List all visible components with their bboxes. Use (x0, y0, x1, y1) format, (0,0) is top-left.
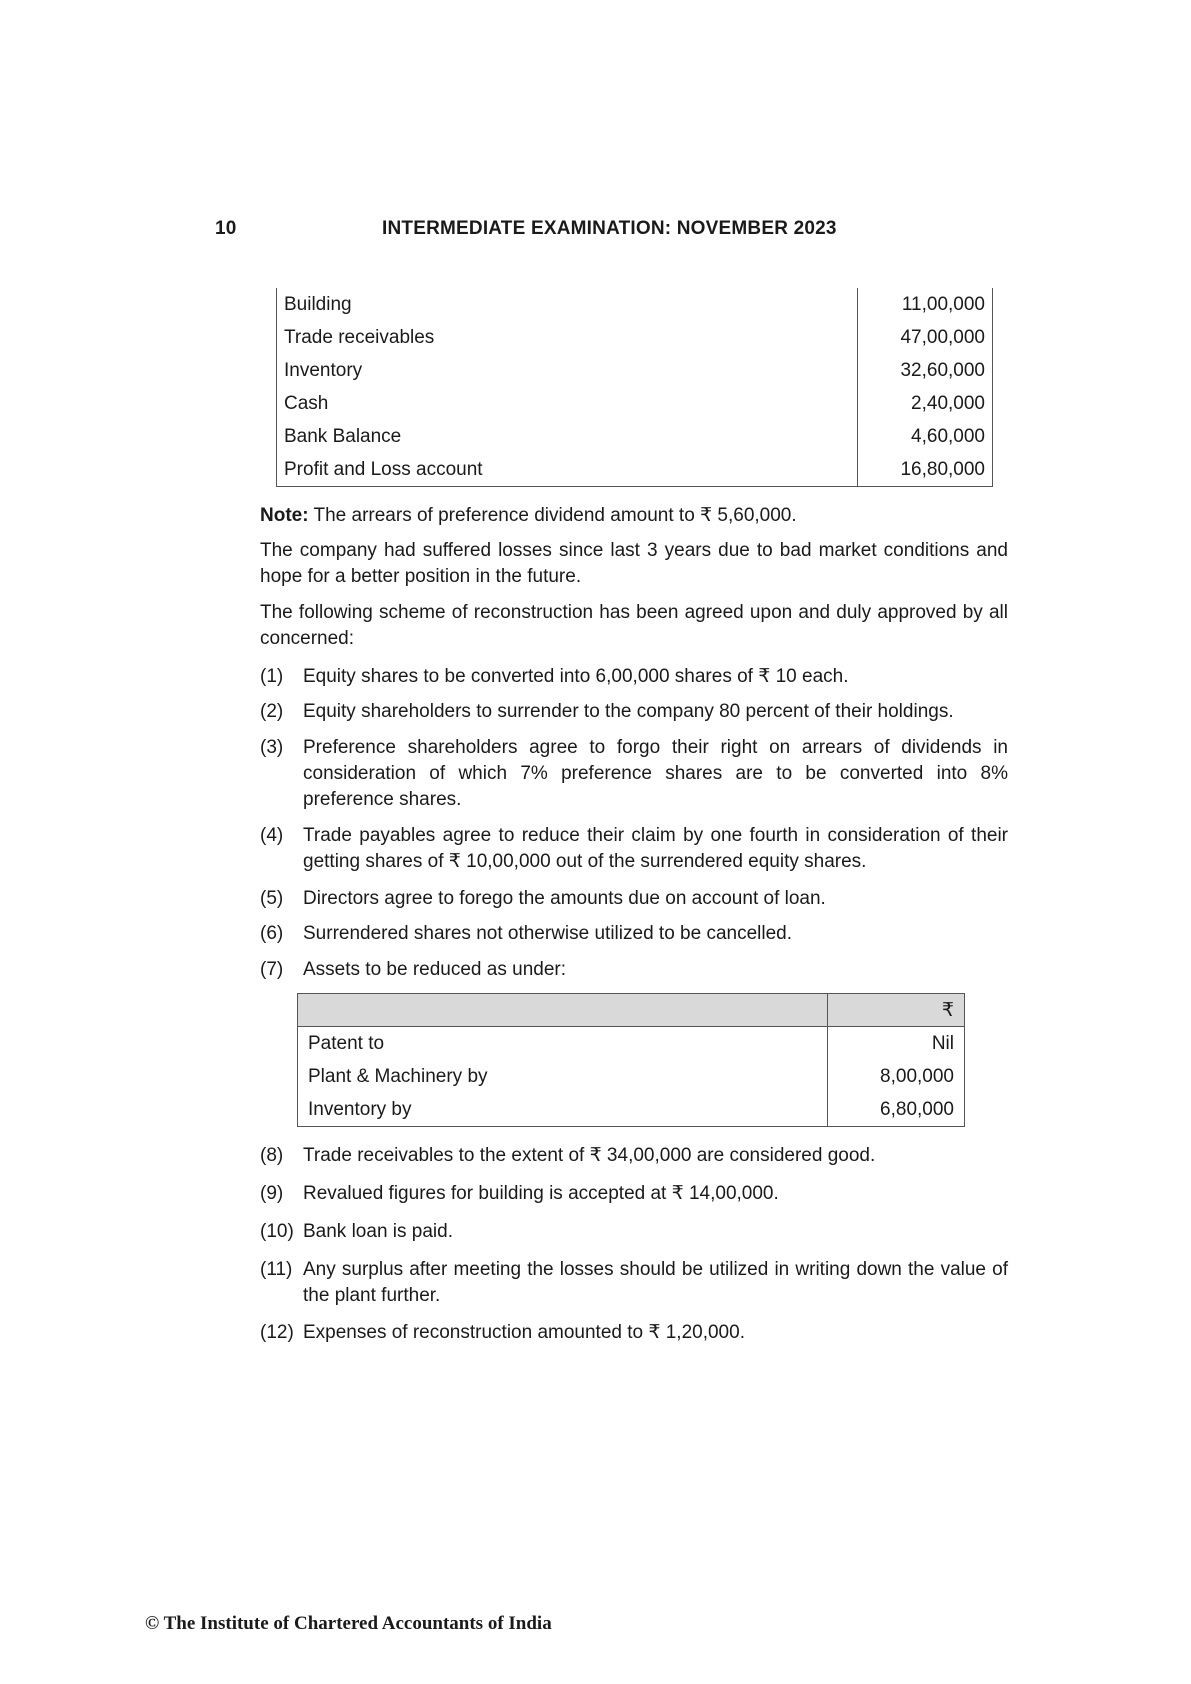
table-row (277, 420, 993, 453)
list-item-text: Bank loan is paid. (303, 1221, 453, 1242)
balance-item-amount: 32,60,000 (858, 354, 993, 387)
page-number: 10 (215, 218, 237, 239)
list-item-text: Assets to be reduced as under: (303, 959, 566, 980)
asset-label: Patent to (298, 1027, 828, 1061)
asset-label: Inventory by (298, 1093, 828, 1127)
list-item (260, 921, 1008, 947)
list-item-text: Surrendered shares not otherwise utilized to be cancelled. (303, 923, 793, 944)
list-item-number: (1) (260, 666, 284, 687)
intro-paragraph: The company had suffered losses since last 3 years due to bad market conditions and hope for a better position in the future. (260, 540, 1008, 587)
balance-item-amount: 11,00,000 (858, 288, 993, 321)
list-item (260, 823, 1008, 875)
asset-label: Plant & Machinery by (298, 1060, 828, 1093)
balance-item-label: Trade receivables (277, 321, 858, 354)
list-item-text: Equity shareholders to surrender to the company 80 percent of their holdings. (303, 701, 954, 722)
note-label: Note: (260, 505, 309, 526)
table-row (277, 288, 993, 321)
balance-sheet-continuation-table (276, 288, 993, 487)
list-item (260, 886, 1008, 912)
balance-item-amount: 16,80,000 (858, 453, 993, 487)
list-item-text: Trade receivables to the extent of ₹ 34,00,000 are considered good. (303, 1145, 876, 1166)
balance-item-label: Cash (277, 387, 858, 420)
list-item (260, 1219, 1008, 1245)
list-item-number: (5) (260, 888, 284, 909)
page-header (0, 218, 1191, 248)
list-item-text: Equity shares to be converted into 6,00,000 shares of ₹ 10 each. (303, 666, 849, 687)
scheme-intro-paragraph: The following scheme of reconstruction has been agreed upon and duly approved by all concerned: (260, 602, 1008, 649)
list-item (260, 1181, 1008, 1207)
table-row (277, 354, 993, 387)
list-item-number: (12) (260, 1322, 294, 1343)
list-item-number: (6) (260, 923, 284, 944)
asset-value: Nil (828, 1027, 965, 1061)
copyright-footer: © The Institute of Chartered Accountants of India (145, 1613, 552, 1634)
table-header-row (298, 994, 965, 1027)
note-paragraph (260, 503, 1008, 529)
list-item (260, 1257, 1008, 1309)
asset-value: 6,80,000 (828, 1093, 965, 1127)
table-row (298, 1060, 965, 1093)
list-item (260, 957, 1008, 983)
balance-item-amount: 2,40,000 (858, 387, 993, 420)
balance-item-amount: 4,60,000 (858, 420, 993, 453)
list-item (260, 735, 1008, 813)
currency-header: ₹ (828, 994, 965, 1027)
table-row (277, 321, 993, 354)
list-item-number: (9) (260, 1183, 284, 1204)
balance-item-label: Profit and Loss account (277, 453, 858, 487)
asset-reduction-table (297, 993, 965, 1127)
exam-title: INTERMEDIATE EXAMINATION: NOVEMBER 2023 (382, 218, 837, 239)
list-item-number: (2) (260, 701, 284, 722)
list-item-text: Any surplus after meeting the losses should be utilized in writing down the value of the plant further. (303, 1259, 1008, 1306)
list-item-text: Directors agree to forego the amounts due on account of loan. (303, 888, 826, 909)
header-label-cell (298, 994, 828, 1027)
table-row (277, 387, 993, 420)
table-row (277, 453, 993, 487)
list-item (260, 664, 1008, 690)
list-item-number: (11) (260, 1259, 293, 1280)
list-item-text: Preference shareholders agree to forgo their right on arrears of dividends in consideration of which 7% preference shares are to be converted into 8% preference shares. (303, 737, 1008, 810)
table-row (298, 1093, 965, 1127)
list-item-text: Trade payables agree to reduce their claim by one fourth in consideration of their getting shares of ₹ 10,00,000 out of the surrendered equity shares. (303, 825, 1008, 872)
list-item-number: (8) (260, 1145, 284, 1166)
balance-item-label: Inventory (277, 354, 858, 387)
asset-value: 8,00,000 (828, 1060, 965, 1093)
list-item-text: Revalued figures for building is accepted at ₹ 14,00,000. (303, 1183, 779, 1204)
balance-item-label: Bank Balance (277, 420, 858, 453)
list-item (260, 1320, 1008, 1346)
list-item-text: Expenses of reconstruction amounted to ₹ 1,20,000. (303, 1322, 745, 1343)
note-text: The arrears of preference dividend amount to ₹ 5,60,000. (308, 505, 797, 526)
balance-item-amount: 47,00,000 (858, 321, 993, 354)
list-item (260, 1143, 1008, 1169)
list-item-number: (4) (260, 825, 284, 846)
list-item-number: (7) (260, 959, 284, 980)
table-row (298, 1027, 965, 1061)
list-item-number: (10) (260, 1221, 294, 1242)
balance-item-label: Building (277, 288, 858, 321)
list-item-number: (3) (260, 737, 284, 758)
list-item (260, 699, 1008, 725)
